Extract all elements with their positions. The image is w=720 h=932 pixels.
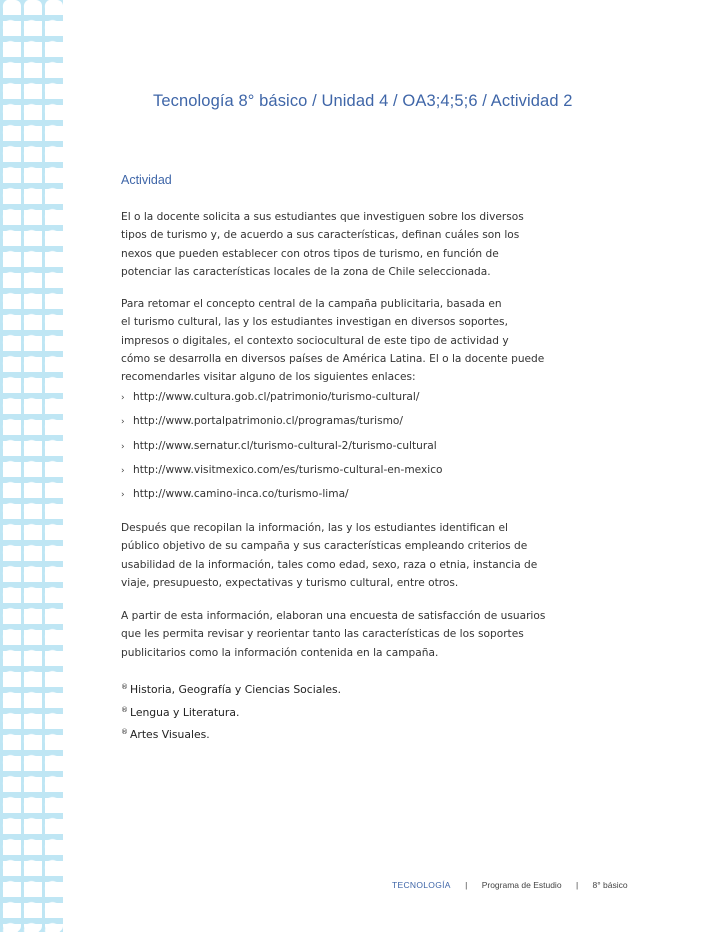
- reference-item: [121, 679, 341, 702]
- chevron-right-icon: ›: [121, 417, 125, 428]
- reference-marker-icon: ®: [121, 728, 128, 736]
- text-line: Después que recopilan la información, las y los estudiantes identifican el: [121, 522, 508, 534]
- text-line: el turismo cultural, las y los estudiantes investigan en diversos soportes,: [121, 316, 508, 329]
- link-item[interactable]: [121, 413, 443, 437]
- decorative-tile-column: [24, 0, 42, 932]
- reference-item: [121, 702, 341, 725]
- paragraph-audience: [121, 519, 561, 592]
- text-line: El o la docente solicita a sus estudiantes que investiguen sobre los diversos: [121, 211, 524, 223]
- reference-marker-icon: ®: [121, 705, 128, 714]
- chevron-right-icon: ›: [121, 393, 125, 403]
- subject-references: [121, 679, 341, 747]
- text-line: Para retomar el concepto central de la campaña publicitaria, basada en: [121, 298, 502, 310]
- footer-divider: |: [575, 880, 579, 890]
- text-line: publicitarios como la información contenida en la campaña.: [121, 646, 439, 659]
- paragraph-research: [121, 295, 561, 386]
- chevron-right-icon: ›: [121, 441, 125, 452]
- page-footer: [392, 880, 628, 890]
- footer-program: Programa de Estudio: [481, 880, 562, 890]
- decorative-side-strip: [0, 0, 63, 932]
- text-line: recomendarles visitar alguno de los siguientes enlaces:: [121, 371, 416, 384]
- reference-marker-icon: ®: [121, 683, 128, 691]
- link-item[interactable]: [121, 462, 443, 486]
- page-title: Tecnología 8° básico / Unidad 4 / OA3;4;5;6 / Actividad 2: [153, 92, 573, 110]
- text-line: A partir de esta información, elaboran una encuesta de satisfacción de usuarios: [121, 610, 546, 622]
- section-heading: Actividad: [121, 173, 172, 187]
- chevron-right-icon: ›: [121, 490, 125, 501]
- link-item[interactable]: [121, 486, 443, 510]
- footer-grade: 8° básico: [592, 880, 628, 890]
- reference-label: Artes Visuales.: [130, 728, 210, 741]
- link-item[interactable]: [121, 438, 443, 462]
- footer-divider: |: [465, 880, 468, 890]
- link-url[interactable]: http://www.cultura.gob.cl/patrimonio/turismo-cultural/: [133, 391, 420, 403]
- text-line: viaje, presupuesto, expectativas y turismo cultural, entre otros.: [121, 576, 459, 589]
- paragraph-intro: [121, 208, 561, 281]
- link-url[interactable]: http://www.camino-inca.co/turismo-lima/: [133, 488, 349, 501]
- text-line: potenciar las características locales de la zona de Chile seleccionada.: [121, 265, 491, 278]
- decorative-tile-column: [3, 0, 21, 932]
- footer-subject: TECNOLOGÍA: [392, 880, 451, 890]
- reference-label: Historia, Geografía y Ciencias Sociales.: [130, 683, 342, 696]
- text-line: tipos de turismo y, de acuerdo a sus características, definan cuáles son los: [121, 229, 520, 242]
- chevron-right-icon: ›: [121, 465, 125, 476]
- text-line: nexos que pueden establecer con otros tipos de turismo, en función de: [121, 247, 499, 260]
- paragraph-survey: [121, 607, 561, 662]
- text-line: que les permita revisar y reorientar tanto las características de los soportes: [121, 628, 524, 641]
- decorative-tile-column: [45, 0, 63, 932]
- reference-label: Lengua y Literatura.: [130, 705, 240, 719]
- link-url[interactable]: http://www.visitmexico.com/es/turismo-cultural-en-mexico: [133, 463, 443, 476]
- text-line: público objetivo de su campaña y sus características empleando criterios de: [121, 540, 528, 553]
- text-line: cómo se desarrolla en diversos países de América Latina. El o la docente puede: [121, 352, 545, 365]
- link-url[interactable]: http://www.portalpatrimonio.cl/programas/turismo/: [133, 415, 403, 428]
- link-url[interactable]: http://www.sernatur.cl/turismo-cultural-2/turismo-cultural: [133, 439, 437, 452]
- link-list: [121, 389, 443, 510]
- link-item[interactable]: [121, 389, 443, 413]
- text-line: usabilidad de la información, tales como edad, sexo, raza o etnia, instancia de: [121, 558, 538, 571]
- reference-item: [121, 724, 341, 747]
- text-line: impresos o digitales, el contexto sociocultural de este tipo de actividad y: [121, 334, 509, 347]
